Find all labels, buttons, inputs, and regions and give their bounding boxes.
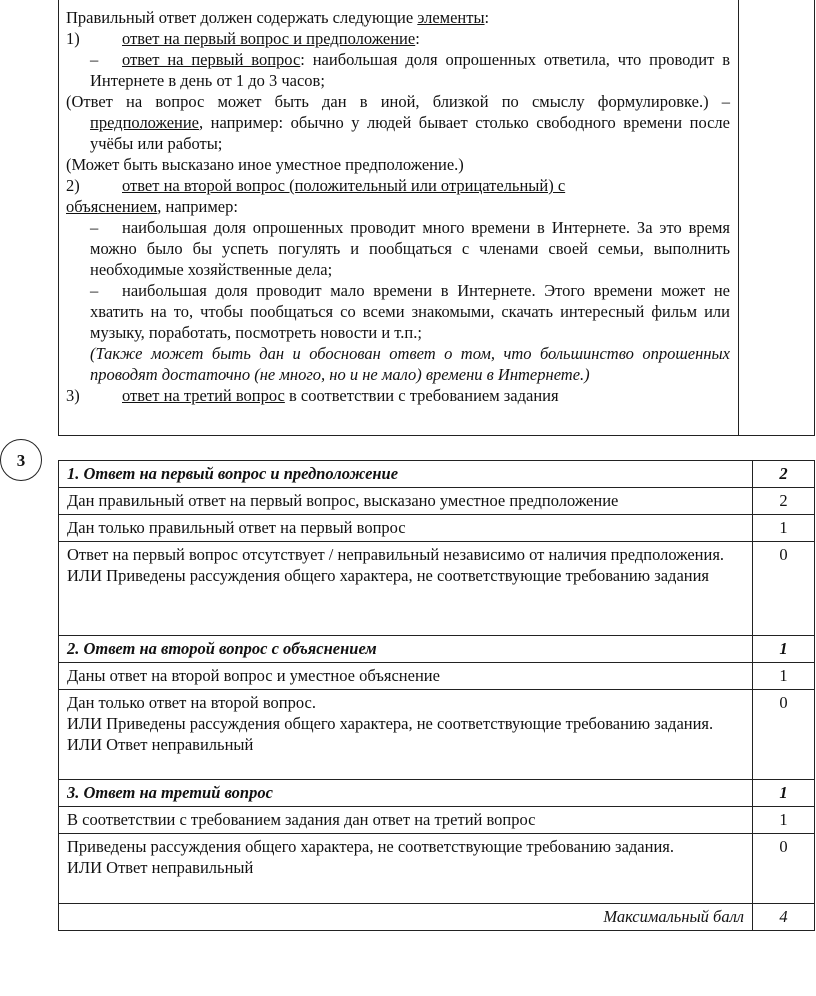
table-row bbox=[59, 542, 815, 636]
criterion-max: 1 bbox=[753, 636, 815, 663]
criterion-title: 2. Ответ на второй вопрос с объяснением bbox=[59, 636, 753, 663]
criterion-title: 1. Ответ на первый вопрос и предположение bbox=[59, 461, 753, 488]
item-1-sub: – ответ на первый вопрос: наибольшая доля опрошенных ответила, что проводит в Интернете в день от 1 до 3 часов; bbox=[90, 50, 730, 90]
item-2: 2) ответ на второй вопрос (положительный или отрицательный) с объяснением, например: bbox=[66, 176, 566, 216]
criteria-table bbox=[58, 460, 815, 931]
row-text: Дан правильный ответ на первый вопрос, высказано уместное предположение bbox=[59, 488, 753, 515]
max-score-row bbox=[59, 904, 815, 931]
item-2-example-b: – наибольшая доля проводит мало времени в Интернете. Этого времени может не хватить на то, чтобы пообщаться со всеми знакомыми, скачать интересный фильм или музыку, поработать, посмотреть новости и т.п.; bbox=[90, 281, 730, 342]
answer-key-divider bbox=[738, 0, 739, 436]
item-2-note: (Также может быть дан и обоснован ответ о том, что большинство опрошенных проводят достаточно (не много, но и не мало) времени в Интернете.) bbox=[90, 344, 730, 384]
row-score: 1 bbox=[753, 663, 815, 690]
row-score: 1 bbox=[753, 515, 815, 542]
item-3: 3) ответ на третий вопрос в соответствии с требованием задания bbox=[66, 386, 559, 405]
criterion-max: 1 bbox=[753, 780, 815, 807]
row-score: 2 bbox=[753, 488, 815, 515]
task-number: 3 bbox=[16, 450, 26, 470]
row-text-multi: Дан только ответ на второй вопрос. ИЛИ Приведены рассуждения общего характера, не соответствующие требованию задания. ИЛИ Ответ неправильный bbox=[59, 690, 753, 780]
row-text-multi: Ответ на первый вопрос отсутствует / неправильный независимо от наличия предположения. ИЛИ Приведены рассуждения общего характера, не соответствующие требованию задания bbox=[59, 542, 753, 636]
row-score: 0 bbox=[753, 542, 815, 636]
table-row bbox=[59, 834, 815, 904]
criterion-max: 2 bbox=[753, 461, 815, 488]
row-text: В соответствии с требованием задания дан ответ на третий вопрос bbox=[59, 807, 753, 834]
max-score-value: 4 bbox=[753, 904, 815, 931]
max-score-label: Максимальный балл bbox=[59, 904, 753, 931]
table-row bbox=[59, 488, 815, 515]
note-2: (Может быть высказано иное уместное предположение.) bbox=[66, 155, 464, 174]
criterion-header bbox=[59, 780, 815, 807]
table-row bbox=[59, 690, 815, 780]
item-2-example-a: – наибольшая доля опрошенных проводит много времени в Интернете. За это время можно было бы успеть погулять и пообщаться с членами своей семьи, выполнить необходимые хозяйственные дела; bbox=[90, 218, 730, 279]
criterion-title: 3. Ответ на третий вопрос bbox=[59, 780, 753, 807]
intro-line: Правильный ответ должен содержать следующие элементы: bbox=[66, 8, 490, 27]
item-1: 1) ответ на первый вопрос и предположение: bbox=[66, 29, 420, 48]
table-row bbox=[59, 515, 815, 542]
row-text: Дан только правильный ответ на первый вопрос bbox=[59, 515, 753, 542]
note-1: (Ответ на вопрос может быть дан в иной, близкой по смыслу формулировке.) – предположение, например: обычно у людей бывает столько свободного времени после учёбы или работы; bbox=[66, 92, 730, 153]
table-row bbox=[59, 807, 815, 834]
answer-key-text bbox=[66, 7, 730, 406]
row-score: 0 bbox=[753, 834, 815, 904]
row-score: 1 bbox=[753, 807, 815, 834]
criterion-header bbox=[59, 461, 815, 488]
task-number-badge bbox=[0, 439, 42, 481]
row-text: Даны ответ на второй вопрос и уместное объяснение bbox=[59, 663, 753, 690]
row-text-multi: Приведены рассуждения общего характера, не соответствующие требованию задания. ИЛИ Ответ неправильный bbox=[59, 834, 753, 904]
criterion-header bbox=[59, 636, 815, 663]
row-score: 0 bbox=[753, 690, 815, 780]
table-row bbox=[59, 663, 815, 690]
